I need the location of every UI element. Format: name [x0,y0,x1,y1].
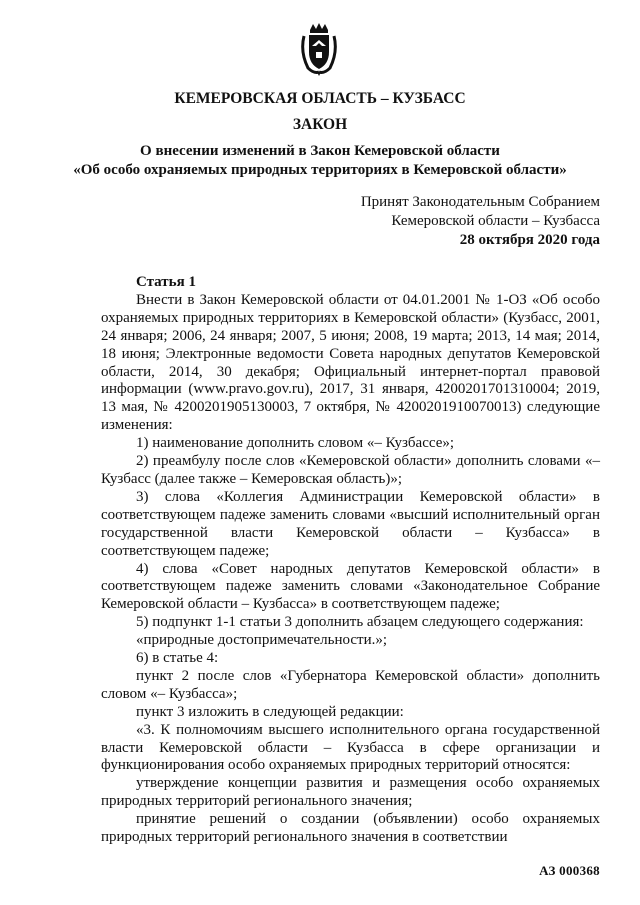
paragraph: 1) наименование дополнить словом «– Кузбассе»; [136,435,455,452]
law-title-line-2: «Об особо охраняемых природных территориях в Кемеровской области» [73,162,567,178]
adoption-line-2: Кемеровской области – Кузбасса [391,213,600,229]
paragraph: «3. К полномочиям высшего исполнительного органа государственной власти Кемеровской области – Кузбасса в сфере организации и функционирования особо охраняемых природных территорий относятся: [101,721,600,774]
paragraph: 4) слова «Совет народных депутатов Кемеровской области» в соответствующем падеже заменить словами «Законодательное Собрание Кемеровской области – Кузбасса» в соответствующем падеже; [101,560,600,613]
article-body [101,274,600,847]
document-code: АЗ 000368 [539,863,600,878]
paragraph: принятие решений о создании (объявлении) особо охраняемых природных территорий регионального значения в соответствии [101,811,600,846]
paragraph: утверждение концепции развития и размещения особо охраняемых природных территорий регионального значения; [101,775,600,810]
adoption-block [361,193,600,250]
adoption-date: 28 октября 2020 года [459,232,600,248]
law-title-line-1: О внесении изменений в Закон Кемеровской области [140,143,500,159]
article-heading: Статья 1 [136,274,196,290]
adoption-line-1: Принят Законодательным Собранием [360,194,600,210]
document-type: ЗАКОН [292,116,348,133]
coat-of-arms-icon [300,22,338,76]
paragraph: 2) преамбулу после слов «Кемеровской области» дополнить словами «– Кузбасс (далее также – Кемеровская область)»; [101,453,600,487]
paragraph: 6) в статье 4: [136,650,219,667]
paragraph: 3) слова «Коллегия Администрации Кемеровской области» в соответствующем падеже заменить словами «высший исполнительный орган государственной власти Кемеровской области – Кузбасса» в соответствующем падеже; [101,488,600,559]
region-title: КЕМЕРОВСКАЯ ОБЛАСТЬ – КУЗБАСС [174,90,466,107]
paragraph: 5) подпункт 1-1 статьи 3 дополнить абзацем следующего содержания: [136,614,584,631]
paragraph: Внести в Закон Кемеровской области от 04.01.2001 № 1-ОЗ «Об особо охраняемых природных территориях в Кемеровской области» (Кузбасс, 2001, 24 января; 2006, 24 января; 2007, 5 июня; 2008, 19 марта; 2013, 14 мая; 2014, 18 июня; Электронные ведомости Совета народных депутатов Кемеровской области, 2014, 30 декабря; Официальный интернет-портал правовой информации (www.pravo.gov.ru), 2017, 31 января, 4200201701310004; 2019, 13 мая, № 4200201905130003, 7 октября, № 4200201910070013) следующие изменения: [101,291,600,434]
paragraph: «природные достопримечательности.»; [136,632,388,649]
paragraph: пункт 2 после слов «Губернатора Кемеровской области» дополнить словом «– Кузбасса»; [101,667,600,702]
paragraph: пункт 3 изложить в следующей редакции: [136,703,404,720]
law-title [0,142,640,180]
